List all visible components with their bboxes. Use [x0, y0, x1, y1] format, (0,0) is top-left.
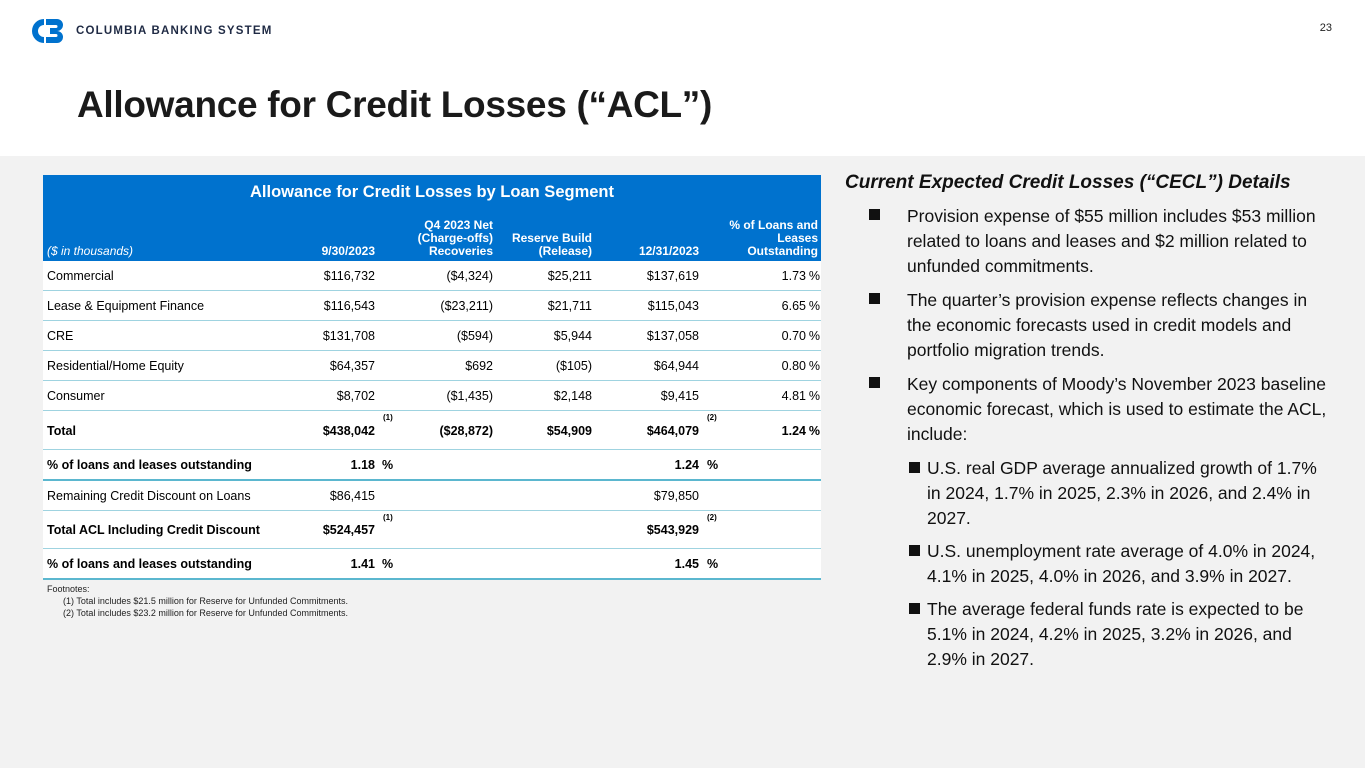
- bullet-item: Provision expense of $55 million includes $53 million related to loans and leases and $2 million related to unfunded commitments.: [845, 204, 1335, 279]
- sub-bullet-item: The average federal funds rate is expected to be 5.1% in 2024, 4.2% in 2025, 3.2% in 2026, and 2.9% in 2027.: [845, 597, 1335, 672]
- table-cell-v2: ($23,211): [440, 299, 493, 313]
- col-header-dec: 12/31/2023: [638, 244, 699, 258]
- table-cell-v2: ($1,435): [446, 389, 493, 403]
- table-cell-pct: %: [808, 329, 820, 343]
- pct-outstanding-row: % of loans and leases outstanding 1.18 % 1.24 %: [43, 450, 821, 481]
- page-title: Allowance for Credit Losses (“ACL”): [77, 84, 713, 125]
- table-cell-v4: $137,619: [646, 269, 699, 283]
- table-cell-v3: $5,944: [553, 329, 592, 343]
- page-number: 23: [1319, 22, 1332, 34]
- table-cell-v1: $131,708: [322, 329, 375, 343]
- table-row: [43, 381, 821, 411]
- table-cell-label: Lease & Equipment Finance: [47, 299, 205, 313]
- table-cell-v5: 0.80: [781, 359, 806, 373]
- table-cell-v3: $25,211: [547, 269, 592, 283]
- table-cell-v4: $64,944: [653, 359, 699, 373]
- square-bullet-icon: [869, 209, 880, 220]
- table-cell-v5: 4.81: [781, 389, 806, 403]
- table-row: [43, 351, 821, 381]
- col-header-pct-loans: % of Loans and Leases Outstanding: [729, 218, 818, 258]
- total-acl-row: Total ACL Including Credit Discount $524,457 (1) $543,929 (2): [43, 511, 821, 549]
- col-header-net-chargeoffs: Q4 2023 Net (Charge-offs) Recoveries: [417, 218, 493, 258]
- footnote-ref: (2): [707, 513, 717, 522]
- table-cell-v3: $21,711: [547, 299, 592, 313]
- table-cell-pct: %: [808, 269, 820, 283]
- table-cell-v4: $137,058: [646, 329, 699, 343]
- cb-logo-icon: [26, 16, 68, 46]
- footnote-ref: (1): [383, 513, 393, 522]
- company-name: COLUMBIA BANKING SYSTEM: [76, 25, 273, 37]
- footnote-ref: (1): [383, 413, 393, 422]
- table-cell-v1: $116,732: [323, 269, 375, 283]
- square-bullet-icon: [909, 462, 920, 473]
- col-header-sep: 9/30/2023: [321, 244, 375, 258]
- table-cell-v2: $692: [465, 359, 493, 373]
- square-bullet-icon: [909, 603, 920, 614]
- table-cell-v1: $116,543: [323, 299, 375, 313]
- table-cell-pct: %: [808, 389, 820, 403]
- square-bullet-icon: [909, 545, 920, 556]
- col-header-units: ($ in thousands): [47, 244, 134, 258]
- remaining-discount-row: Remaining Credit Discount on Loans $86,415 $79,850: [43, 481, 821, 511]
- table-title: Allowance for Credit Losses by Loan Segment: [250, 183, 614, 201]
- pct-outstanding-row-2: % of loans and leases outstanding 1.41 % 1.45 %: [43, 549, 821, 580]
- table-cell-v2: ($594): [456, 329, 493, 343]
- table-cell-v5: 0.70: [781, 329, 806, 343]
- table-row: [43, 261, 821, 291]
- table-cell-pct: %: [808, 359, 820, 373]
- table-cell-label: Consumer: [47, 389, 105, 403]
- total-row: Total $438,042 (1) ($28,872) $54,909 $464,079 (2) 1.24 %: [43, 411, 821, 450]
- table-cell-label: Commercial: [47, 269, 114, 283]
- table-row: [43, 291, 821, 321]
- table-cell-v3: ($105): [555, 359, 592, 373]
- table-cell-label: CRE: [47, 329, 74, 343]
- header-band: [0, 0, 1365, 156]
- sub-bullet-item: U.S. real GDP average annualized growth of 1.7% in 2024, 1.7% in 2025, 2.3% in 2026, and 2.4% in 2027.: [845, 456, 1335, 531]
- cecl-details: [845, 172, 1335, 672]
- footnotes: Footnotes: (1) Total includes $21.5 million for Reserve for Unfunded Commitments. (2) Total includes $23.2 million for Reserve for Unfunded Commitments.: [47, 584, 348, 618]
- bullet-item: The quarter’s provision expense reflects changes in the economic forecasts used in credit models and portfolio migration trends.: [845, 288, 1335, 363]
- square-bullet-icon: [869, 293, 880, 304]
- table-cell-v2: ($4,324): [446, 269, 493, 283]
- cecl-heading: Current Expected Credit Losses (“CECL”) Details: [845, 172, 1291, 193]
- square-bullet-icon: [869, 377, 880, 388]
- table-cell-v4: $9,415: [660, 389, 699, 403]
- acl-table: [43, 175, 821, 580]
- sub-bullet-item: U.S. unemployment rate average of 4.0% in 2024, 4.1% in 2025, 4.0% in 2026, and 3.9% in 2027.: [845, 539, 1335, 589]
- table-cell-v1: $64,357: [329, 359, 375, 373]
- table-cell-pct: %: [808, 299, 820, 313]
- table-cell-v5: 6.65: [781, 299, 806, 313]
- table-cell-v1: $8,702: [336, 389, 375, 403]
- bullet-item: Key components of Moody’s November 2023 baseline economic forecast, which is used to estimate the ACL, include:: [845, 372, 1335, 447]
- footnote-1: (1) Total includes $21.5 million for Reserve for Unfunded Commitments.: [63, 596, 348, 606]
- company-logo: [26, 16, 272, 46]
- col-header-reserve-build: Reserve Build (Release): [511, 231, 592, 258]
- table-row: [43, 321, 821, 351]
- footnote-ref: (2): [707, 413, 717, 422]
- table-cell-v3: $2,148: [553, 389, 592, 403]
- table-cell-v4: $115,043: [647, 299, 699, 313]
- table-cell-label: Residential/Home Equity: [47, 359, 184, 373]
- table-cell-v5: 1.73: [781, 269, 806, 283]
- footnote-2: (2) Total includes $23.2 million for Reserve for Unfunded Commitments.: [63, 608, 348, 618]
- table-header: [43, 175, 821, 261]
